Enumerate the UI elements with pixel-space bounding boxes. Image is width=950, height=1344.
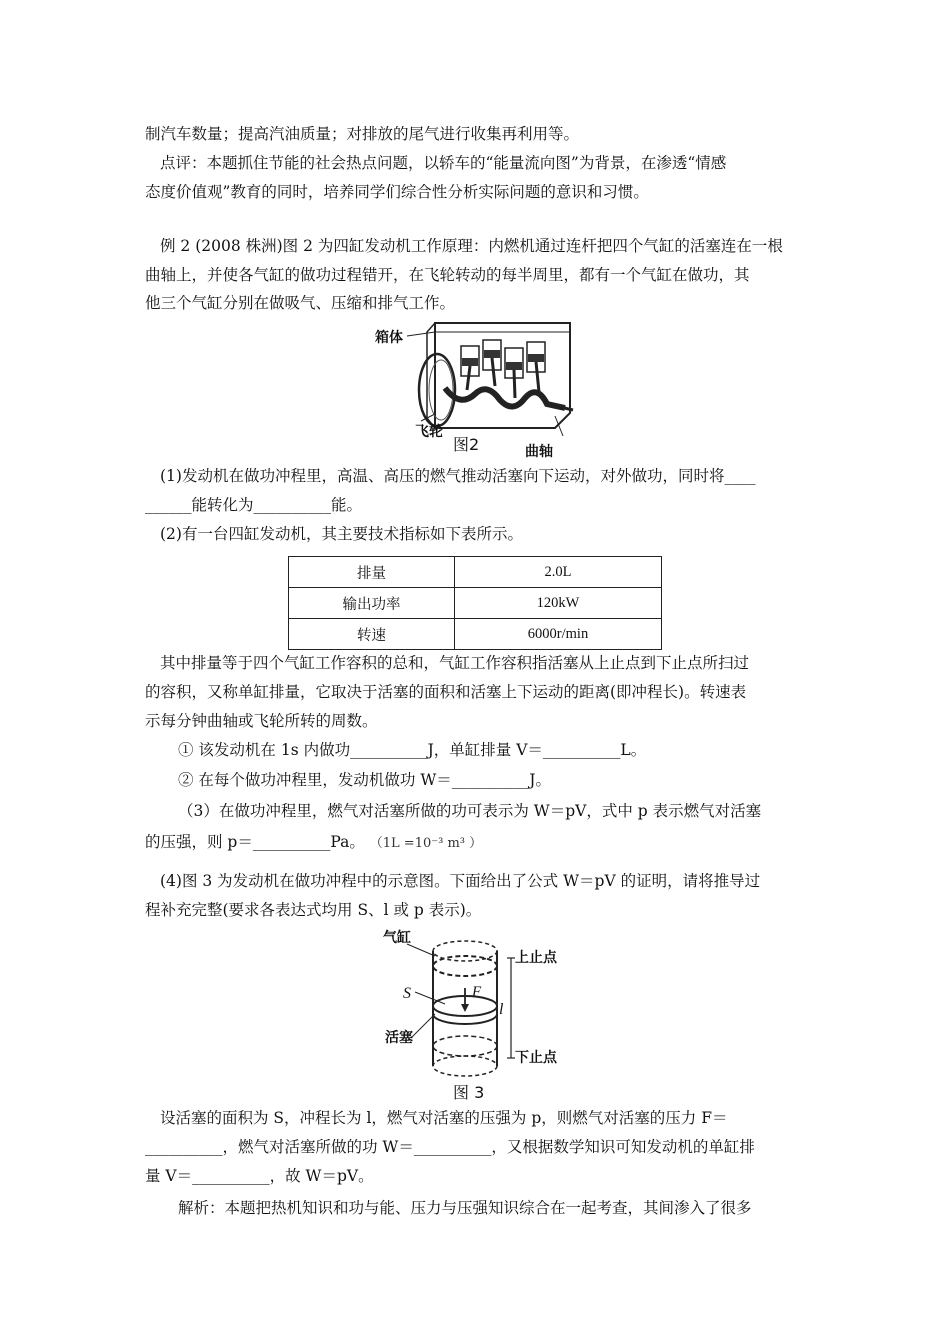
text-line: 解析：本题把热机知识和功与能、压力与压强知识综合在一起考查，其间渗入了很多	[178, 1199, 752, 1217]
top-dead-center-label: 上止点	[515, 950, 557, 966]
text-span: 的压强，则 p＝__________Pa。	[145, 833, 365, 851]
text-line: ______能转化为__________能。	[145, 496, 363, 514]
text-line: 设活塞的面积为 S，冲程长为 l，燃气对活塞的压强为 p，则燃气对活塞的压力 F＝	[160, 1109, 728, 1127]
table-cell: 排量	[289, 557, 455, 588]
text-line: 例 2 (2008 株洲)图 2 为四缸发动机工作原理：内燃机通过连杆把四个气缸的活塞连在一根	[160, 237, 783, 255]
text-line: ② 在每个做功冲程里，发动机做功 W＝__________J。	[178, 771, 552, 789]
text-line: 点评：本题抓住节能的社会热点问题，以轿车的“能量流向图”为背景，在渗透“情感	[160, 154, 727, 172]
text-line: (2)有一台四缸发动机，其主要技术指标如下表所示。	[160, 525, 523, 543]
table-cell: 输出功率	[289, 588, 455, 619]
table-row	[289, 557, 662, 588]
engine-figure	[375, 318, 585, 462]
text-line: (1)发动机在做功冲程里，高温、高压的燃气推动活塞向下运动，对外做功，同时将____	[160, 467, 756, 485]
area-label: S	[403, 985, 411, 1002]
text-line: 其中排量等于四个气缸工作容积的总和，气缸工作容积指活塞从上止点到下止点所扫过	[160, 654, 750, 672]
figure-caption: 图2	[453, 435, 480, 454]
cylinder-label: 气缸	[383, 930, 411, 946]
cylinder-figure	[375, 926, 575, 1104]
figure-caption: 图 3	[453, 1083, 485, 1102]
table-row	[289, 619, 662, 650]
box-label: 箱体	[375, 330, 403, 346]
text-line: （3）在做功冲程里，燃气对活塞所做的功可表示为 W＝pV，式中 p 表示燃气对活塞	[178, 802, 762, 820]
text-line: 曲轴上，并使各气缸的做功过程错开，在飞轮转动的每半周里，都有一个气缸在做功，其	[145, 266, 750, 284]
text-line	[145, 832, 482, 854]
text-line: (4)图 3 为发动机在做功冲程中的示意图。下面给出了公式 W＝pV 的证明，请将推导过	[160, 872, 761, 890]
text-line: 程补充完整(要求各表达式均用 S、l 或 p 表示)。	[145, 901, 482, 919]
text-line: 态度价值观”教育的同时，培养同学们综合性分析实际问题的意识和习惯。	[145, 183, 649, 201]
piston-label: 活塞	[385, 1030, 413, 1046]
table-cell: 转速	[289, 619, 455, 650]
text-line: ① 该发动机在 1s 内做功__________J，单缸排量 V＝__________L。	[178, 741, 647, 759]
text-line: __________，燃气对活塞所做的功 W＝__________，又根据数学知识可知发动机的单缸排	[145, 1138, 755, 1156]
stroke-label: l	[499, 1001, 504, 1018]
force-label: F	[472, 984, 482, 1000]
text-line: 量 V＝__________，故 W＝pV。	[145, 1167, 374, 1185]
bottom-dead-center-label: 下止点	[515, 1050, 557, 1066]
table-row	[289, 588, 662, 619]
table-cell: 120kW	[455, 588, 662, 619]
spec-table	[288, 556, 662, 650]
crankshaft-label: 曲轴	[525, 444, 553, 460]
text-line: 他三个气缸分别在做吸气、压缩和排气工作。	[145, 294, 456, 312]
text-line: 的容积，又称单缸排量，它取决于活塞的面积和活塞上下运动的距离(即冲程长)。转速表	[145, 683, 747, 701]
text-line: 制汽车数量；提高汽油质量；对排放的尾气进行收集再利用等。	[145, 125, 580, 143]
table-cell: 6000r/min	[455, 619, 662, 650]
text-line: 示每分钟曲轴或飞轮所转的周数。	[145, 712, 378, 730]
unit-note: （1L =10⁻³ m³ ）	[369, 836, 483, 851]
flywheel-label: 飞轮	[415, 424, 443, 440]
table-cell: 2.0L	[455, 557, 662, 588]
